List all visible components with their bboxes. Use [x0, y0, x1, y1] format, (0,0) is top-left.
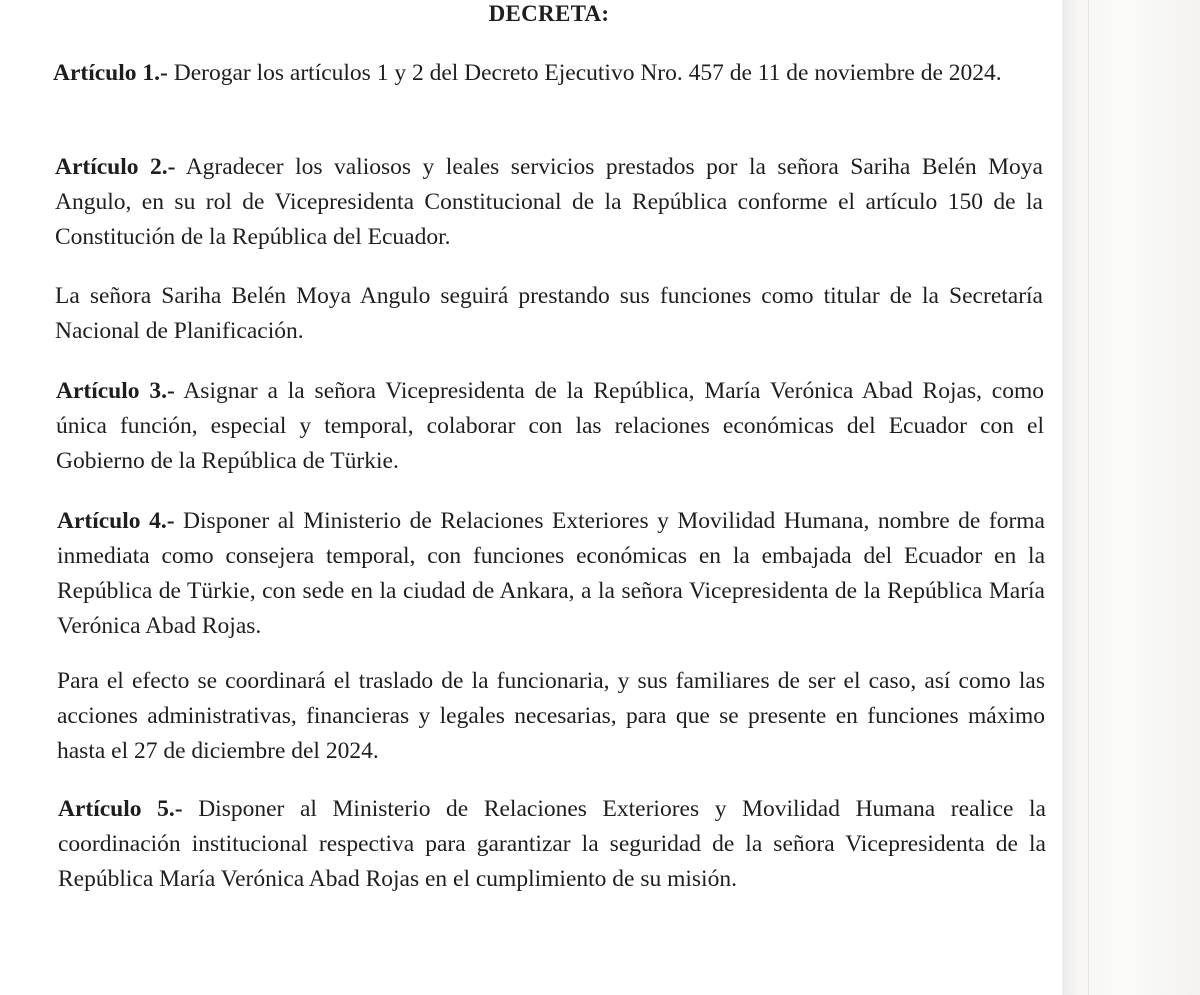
decree-heading: DECRETA: — [488, 1, 610, 26]
page-edge-divider — [1088, 0, 1089, 995]
article-2-text: Agradecer los valiosos y leales servicios prestados por la señora Sariha Belén Moya Angulo, en su rol de Vicepresidenta Constitucional de la República conforme el artículo 150 de la Constitución de la República del Ecuador. — [55, 154, 1043, 250]
article-4 — [57, 504, 1045, 644]
article-4-label: Artículo 4.- — [57, 508, 175, 534]
article-5-text: Disponer al Ministerio de Relaciones Exteriores y Movilidad Humana realice la coordinación institucional respectiva para garantizar la seguridad de la señora Vicepresidenta de la República María Verónica Abad Rojas en el cumplimiento de su misión. — [58, 796, 1046, 892]
article-2-label: Artículo 2.- — [55, 154, 176, 180]
article-3-text: Asignar a la señora Vicepresidenta de la República, María Verónica Abad Rojas, como única función, especial y temporal, colaborar con las relaciones económicas del Ecuador con el Gobierno de la República de Türkie. — [56, 378, 1044, 474]
article-3 — [56, 374, 1044, 479]
article-4-continuation: Para el efecto se coordinará el traslado de la funcionaria, y sus familiares de ser el caso, así como las acciones administrativas, financieras y legales necesarias, para que se presente en funciones máximo hasta el 27 de diciembre del 2024. — [57, 668, 1045, 764]
article-4-text: Disponer al Ministerio de Relaciones Exteriores y Movilidad Humana, nombre de forma inmediata como consejera temporal, con funciones económicas en la embajada del Ecuador en la República de Türkie, con sede en la ciudad de Ankara, a la señora Vicepresidenta de la República María Verónica Abad Rojas. — [57, 508, 1045, 639]
article-1-label: Artículo 1.- — [53, 60, 168, 86]
article-5-label: Artículo 5.- — [58, 796, 183, 822]
page-edge-shadow — [1062, 0, 1200, 995]
article-2 — [55, 150, 1043, 255]
article-1 — [53, 56, 1043, 91]
article-2-continuation: La señora Sariha Belén Moya Angulo seguirá prestando sus funciones como titular de la Secretaría Nacional de Planificación. — [55, 283, 1043, 344]
article-1-text: Derogar los artículos 1 y 2 del Decreto Ejecutivo Nro. 457 de 11 de noviembre de 2024. — [167, 60, 1002, 86]
article-3-label: Artículo 3.- — [56, 378, 175, 404]
article-5 — [58, 792, 1046, 897]
